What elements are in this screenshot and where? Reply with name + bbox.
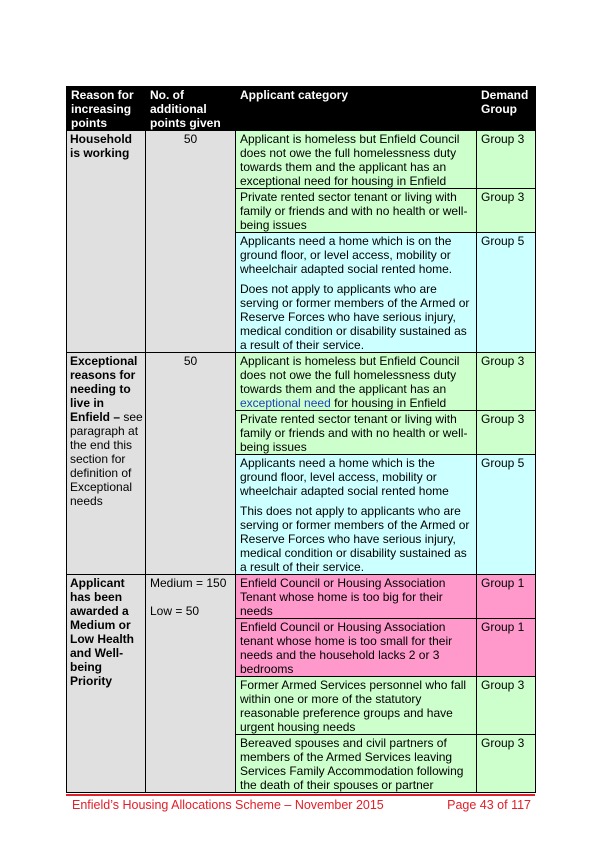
category-cell: Private rented sector tenant or living with family or friends and with no health or well-being issues (236, 411, 477, 455)
category-cell: Enfield Council or Housing Association tenant whose home is too small for their needs and the household lacks 2 or 3 bedrooms (236, 619, 477, 677)
group-cell: Group 5 (477, 455, 536, 575)
category-cell: Applicants need a home which is on the ground floor, or level access, mobility or wheelchair adapted social rented home. Does not apply to applicants who are serving or former members of the Armed or Reserve Forces who have serious injury, medical condition or disability sustained as a result of their service. (236, 233, 477, 353)
table-row (67, 575, 536, 619)
group-cell: Group 1 (477, 575, 536, 619)
category-cell: Applicant is homeless but Enfield Council does not owe the full homelessness duty towards them and the applicant has an exceptional need for housing in Enfield (236, 353, 477, 411)
header-points: No. of additional points given (146, 87, 236, 131)
group-cell: Group 3 (477, 131, 536, 189)
page-number: Page 43 of 117 (447, 798, 531, 812)
header-reason: Reason for increasing points (67, 87, 146, 131)
reason-cell: Household is working (67, 131, 146, 353)
group-cell: Group 3 (477, 677, 536, 735)
table-row (67, 131, 536, 189)
group-cell: Group 3 (477, 353, 536, 411)
category-cell: Former Armed Services personnel who fall within one or more of the statutory reasonable preference groups and have urgent housing needs (236, 677, 477, 735)
header-group: Demand Group (477, 87, 536, 131)
reason-cell: Exceptional reasons for needing to live in Enfield – see paragraph at the end this section for definition of Exceptional needs (67, 353, 146, 575)
category-cell: Applicant is homeless but Enfield Council does not owe the full homelessness duty towards them and the applicant has an exceptional need for housing in Enfield (236, 131, 477, 189)
category-cell: Enfield Council or Housing Association Tenant whose home is too big for their needs (236, 575, 477, 619)
category-cell: Applicants need a home which is the ground floor, level access, mobility or wheelchair adapted social rented home This does not apply to applicants who are serving or former members of the Armed or Reserve Forces who have serious injury, medical condition or disability sustained as a result of their service. (236, 455, 477, 575)
category-cell: Bereaved spouses and civil partners of members of the Armed Services leaving Services Family Accommodation following the death of their spouses or partner (236, 735, 477, 793)
reason-cell: Applicant has been awarded a Medium or Low Health and Well-being Priority (67, 575, 146, 793)
category-cell: Private rented sector tenant or living with family or friends and with no health or well-being issues (236, 189, 477, 233)
exceptional-need-link[interactable]: exceptional need (240, 396, 331, 410)
document-page (66, 86, 535, 813)
group-cell: Group 1 (477, 619, 536, 677)
group-cell: Group 5 (477, 233, 536, 353)
table-row (67, 353, 536, 411)
header-category: Applicant category (236, 87, 477, 131)
group-cell: Group 3 (477, 189, 536, 233)
footer-title: Enfield’s Housing Allocations Scheme – November 2015 (72, 798, 384, 812)
points-cell: Medium = 150 Low = 50 (146, 575, 236, 793)
group-cell: Group 3 (477, 411, 536, 455)
header-row (67, 87, 536, 131)
points-cell: 50 (146, 131, 236, 353)
points-table (66, 86, 536, 793)
page-footer (66, 794, 535, 813)
group-cell: Group 3 (477, 735, 536, 793)
points-cell: 50 (146, 353, 236, 575)
